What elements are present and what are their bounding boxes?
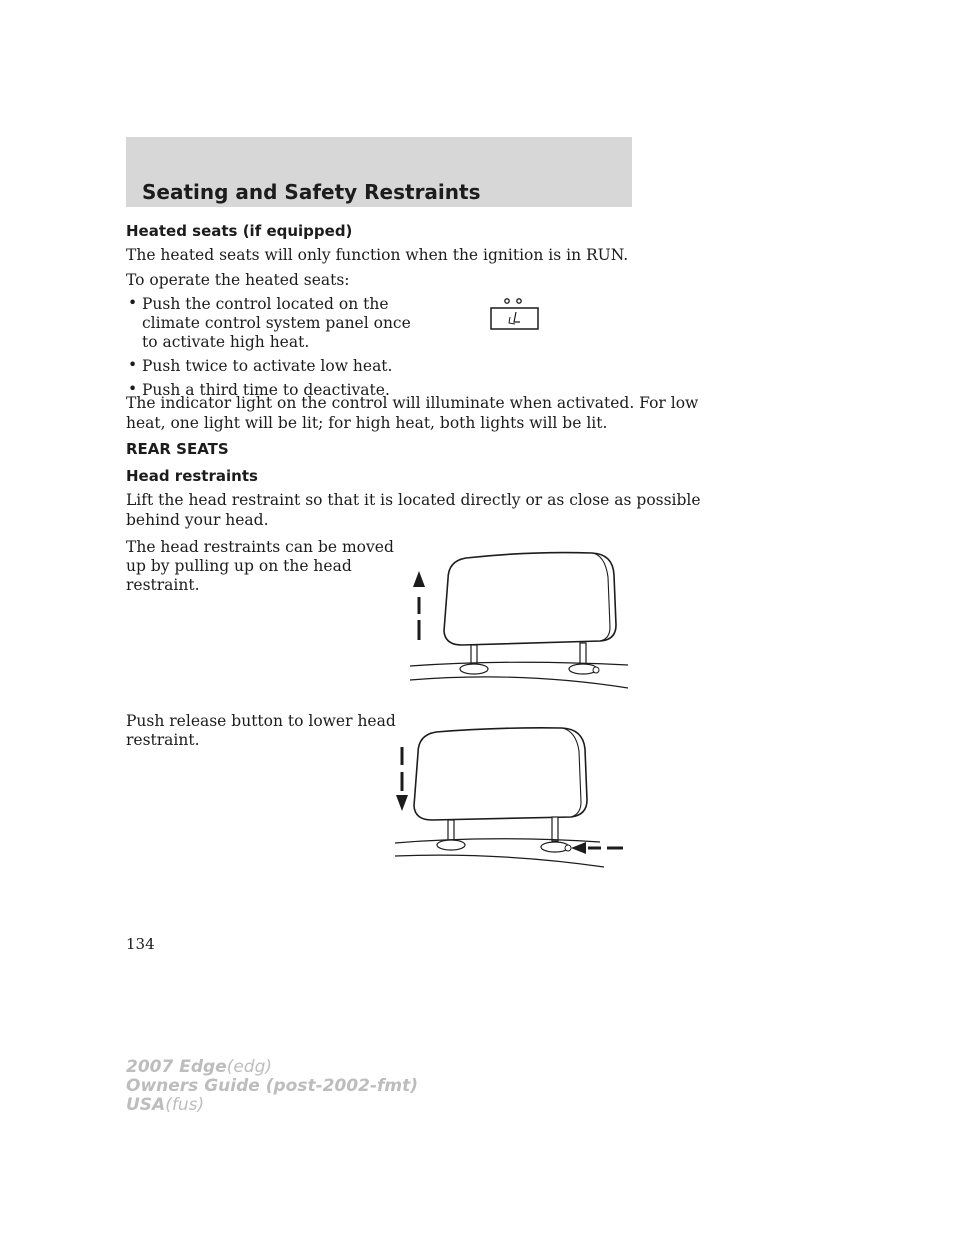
head-restraint-lower-illustration [390,725,630,875]
move-up-line-1: The head restraints can be moved [126,538,394,556]
bullet-1-line-2: climate control system panel once [142,314,411,332]
lower-line-1: Push release button to lower head [126,712,396,730]
footer-model-code: (edg) [226,1057,273,1077]
head-restraints-heading: Head restraints [126,467,258,485]
page-number: 134 [126,935,155,953]
footer-guide-line: Owners Guide (post-2002-fmt) [126,1076,419,1096]
move-up-line-2: up by pulling up on the head [126,557,352,575]
footer-market-code: (fus) [165,1095,205,1115]
heated-seats-intro: The heated seats will only function when the ignition is in RUN. [126,246,629,264]
bullet-marker: • [128,380,138,398]
section-header-band [126,137,632,207]
section-title: Seating and Safety Restraints [142,180,481,204]
heated-seats-heading: Heated seats (if equipped) [126,222,353,240]
footer-market-line [126,1096,204,1115]
bullet-marker: • [128,356,138,374]
operate-label: To operate the heated seats: [126,271,350,289]
footer-market: USA [126,1095,166,1115]
bullet-3-line-1: Push a third time to deactivate. [142,381,390,399]
footer-model: 2007 Edge [126,1057,227,1077]
footer-model-line [126,1058,272,1077]
rear-seats-heading: REAR SEATS [126,440,229,458]
heated-seat-control-icon [490,298,540,332]
bullet-2-line-1: Push twice to activate low heat. [142,357,393,375]
bullet-marker: • [128,294,138,312]
lift-line-2: behind your head. [126,511,269,529]
bullet-1-line-3: to activate high heat. [142,333,310,351]
move-up-line-3: restraint. [126,576,200,594]
indicator-line-2: heat, one light will be lit; for high heat, both lights will be lit. [126,414,608,432]
lift-line-1: Lift the head restraint so that it is located directly or as close as possible [126,491,701,509]
indicator-line-1: The indicator light on the control will illuminate when activated. For low [126,394,699,412]
lower-line-2: restraint. [126,731,200,749]
head-restraint-raise-illustration [400,545,635,695]
bullet-1-line-1: Push the control located on the [142,295,389,313]
